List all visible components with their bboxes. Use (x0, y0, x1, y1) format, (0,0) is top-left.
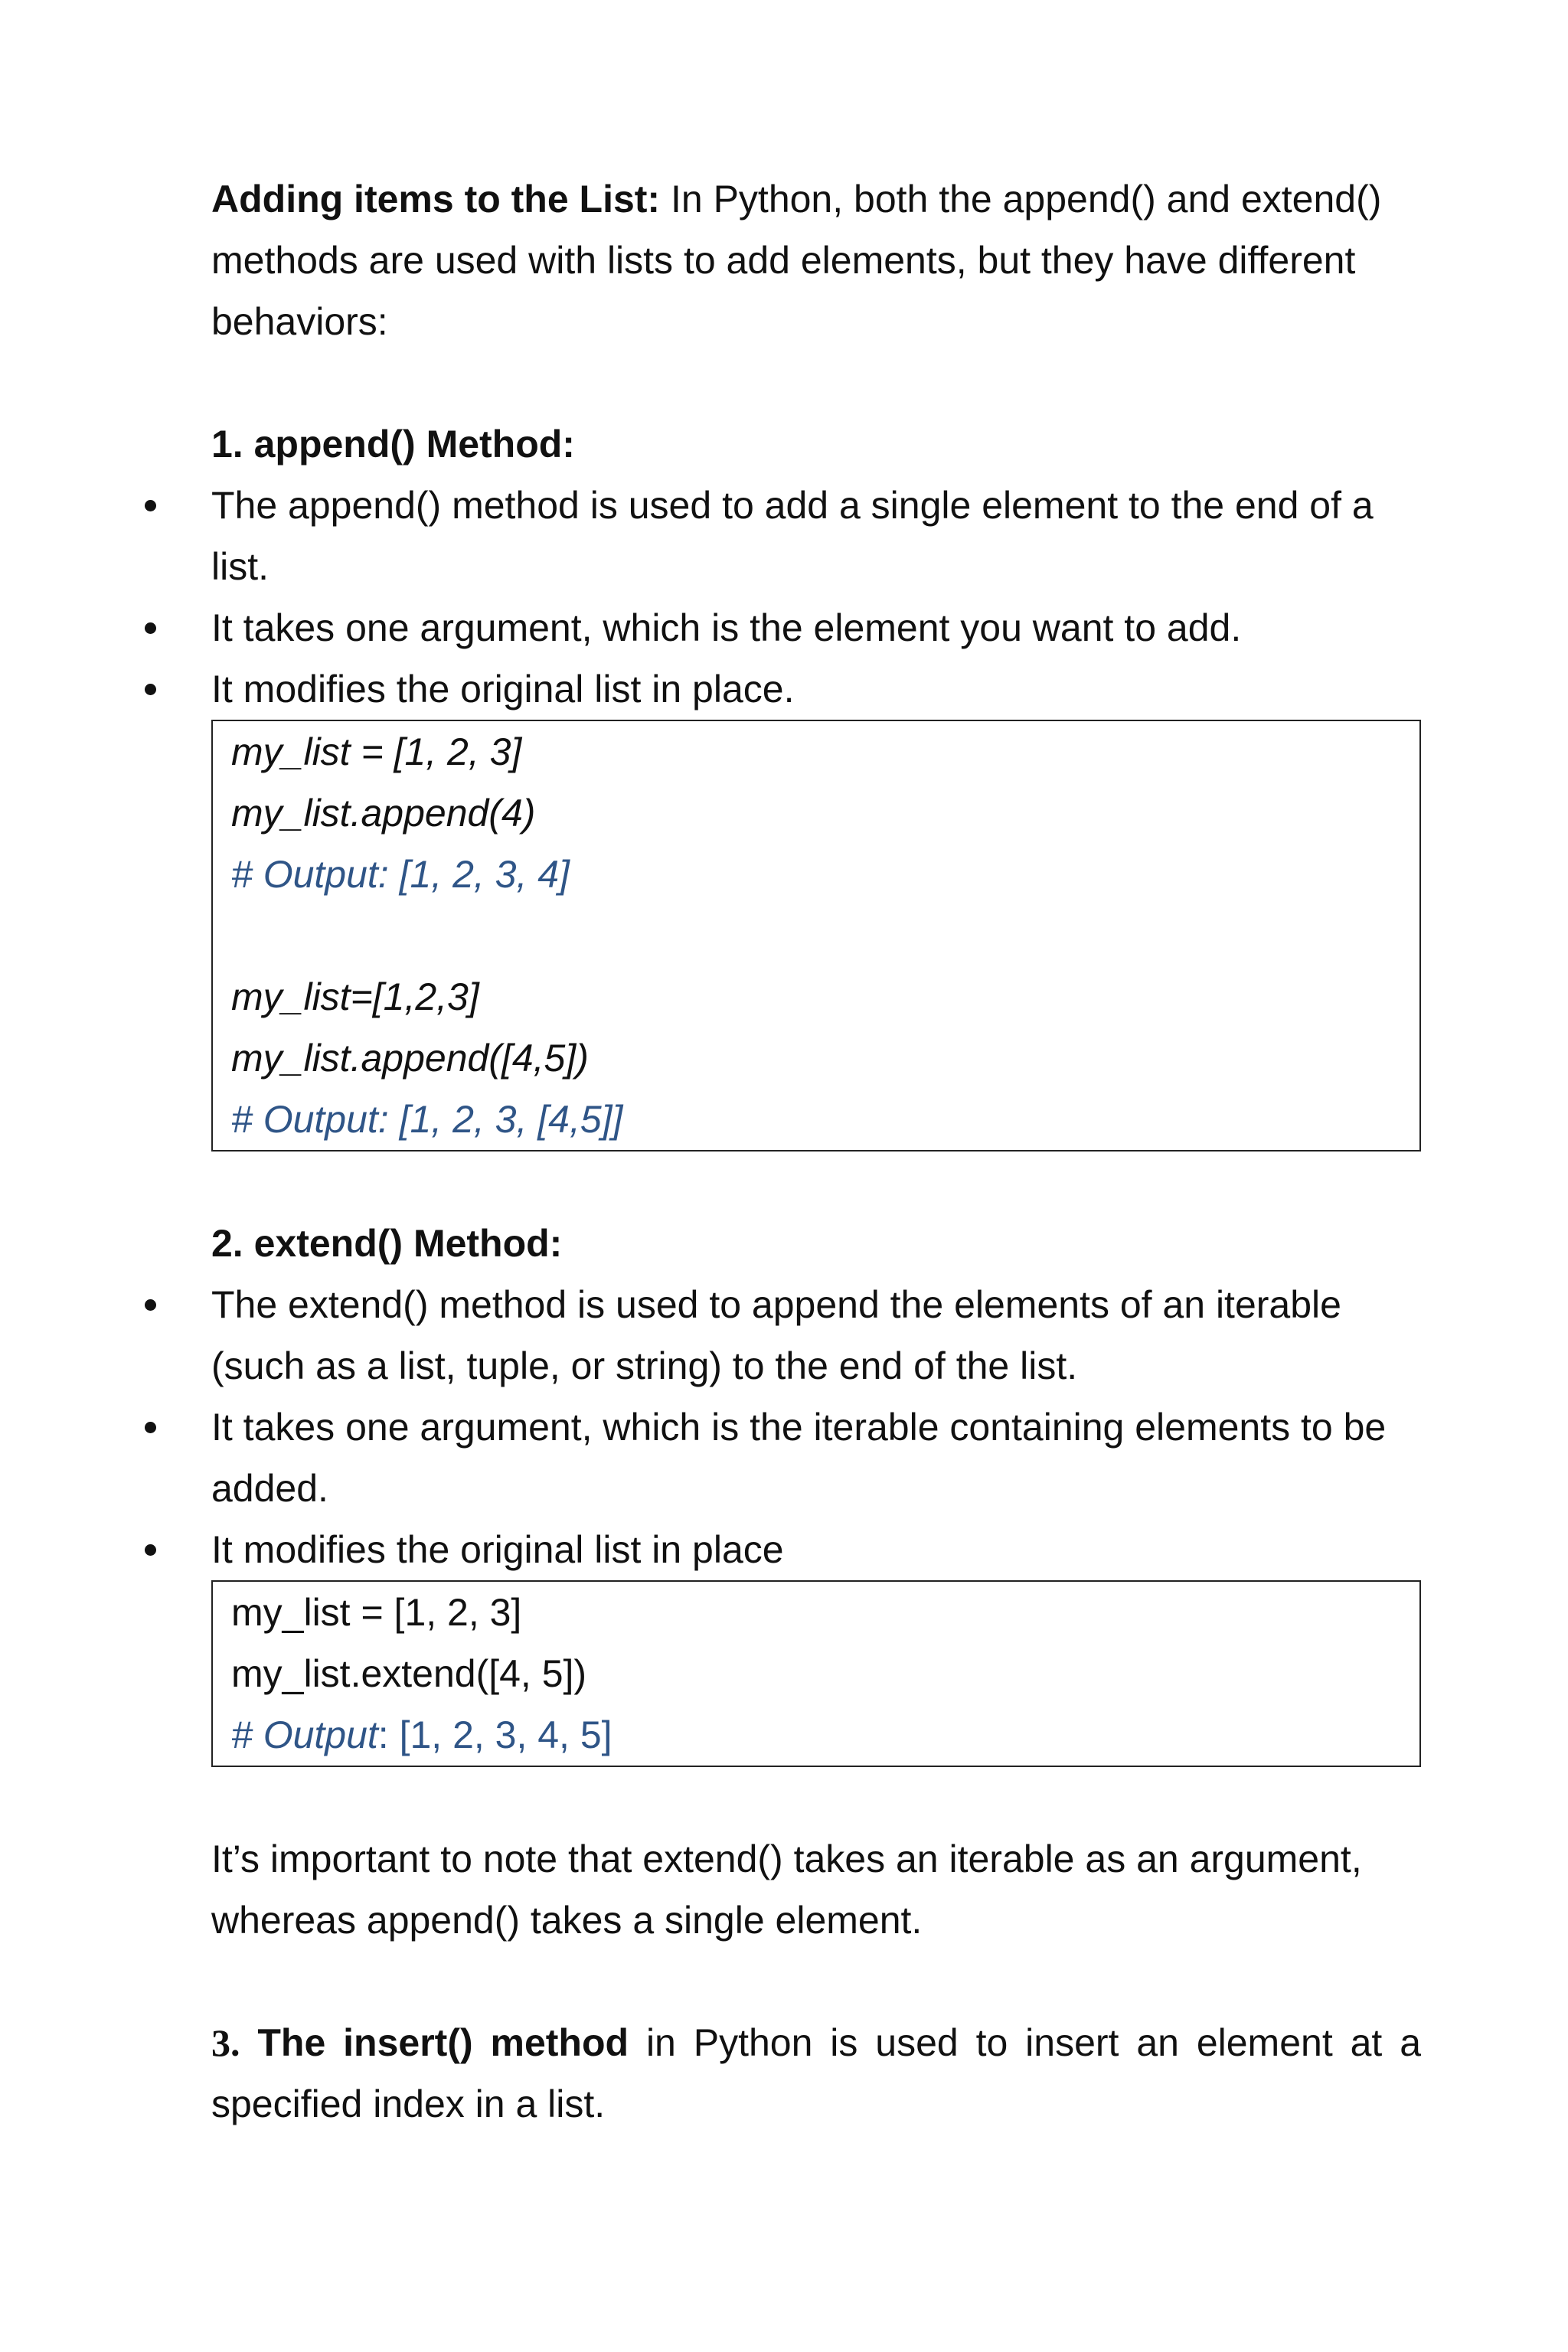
bullet-icon (145, 684, 156, 695)
extend-heading: 2. extend() Method: (211, 1222, 563, 1265)
list-item (211, 597, 1421, 658)
insert-paragraph (211, 2012, 1421, 2135)
intro-text: In Python, both the append() and extend() methods are used with lists to add elements, but they have different behaviors: (211, 178, 1382, 343)
code-line: my_list = [1, 2, 3] (231, 1591, 522, 1634)
insert-heading: The insert() method (240, 2021, 629, 2064)
bullet-text: It takes one argument, which is the element you want to add. (211, 606, 1242, 649)
intro-paragraph (211, 168, 1421, 352)
list-item (211, 1519, 1421, 1580)
spacer (211, 1951, 1421, 2012)
bullet-text: It modifies the original list in place. (211, 668, 795, 710)
code-line: my_list.extend([4, 5]) (231, 1652, 587, 1695)
append-bullet-list (211, 475, 1421, 720)
append-code-block (211, 720, 1421, 1152)
code-blank-line (231, 905, 1401, 966)
bullet-icon (145, 622, 156, 634)
list-item (211, 1274, 1421, 1396)
code-comment: # Output: [1, 2, 3, 4] (231, 853, 570, 896)
document-body (211, 168, 1421, 2135)
code-line: my_list = [1, 2, 3] (231, 730, 522, 773)
spacer (211, 1152, 1421, 1213)
insert-text: in Python is used to insert an element at a specified index in a list. (211, 2021, 1421, 2125)
list-item (211, 658, 1421, 720)
code-line: my_list=[1,2,3] (231, 975, 479, 1018)
bullet-icon (145, 1299, 156, 1311)
list-item (211, 1396, 1421, 1519)
extend-bullet-list (211, 1274, 1421, 1580)
code-line: my_list.append([4,5]) (231, 1037, 589, 1080)
note-paragraph: It’s important to note that extend() takes an iterable as an argument, whereas append() takes a single element. (211, 1838, 1362, 1942)
bullet-icon (145, 1422, 156, 1433)
code-comment-value: : [1, 2, 3, 4, 5] (377, 1713, 612, 1756)
extend-code-block (211, 1580, 1421, 1767)
list-item (211, 475, 1421, 597)
bullet-icon (145, 500, 156, 511)
code-comment: # Output: [1, 2, 3, [4,5]] (231, 1098, 623, 1141)
code-comment-label: # Output (231, 1713, 378, 1756)
bullet-text: The append() method is used to add a single element to the end of a list. (211, 484, 1374, 588)
intro-heading: Adding items to the List: (211, 178, 661, 220)
bullet-icon (145, 1544, 156, 1556)
bullet-text: It takes one argument, which is the iterable containing elements to be added. (211, 1406, 1387, 1510)
bullet-text: It modifies the original list in place (211, 1528, 784, 1571)
spacer (211, 1767, 1421, 1828)
bullet-text: The extend() method is used to append the elements of an iterable (such as a list, tuple, or string) to the end of the list. (211, 1283, 1341, 1387)
append-heading: 1. append() Method: (211, 423, 575, 466)
spacer (211, 352, 1421, 413)
code-comment (231, 1704, 1401, 1766)
insert-number: 3. (211, 2021, 240, 2064)
code-line: my_list.append(4) (231, 792, 536, 835)
